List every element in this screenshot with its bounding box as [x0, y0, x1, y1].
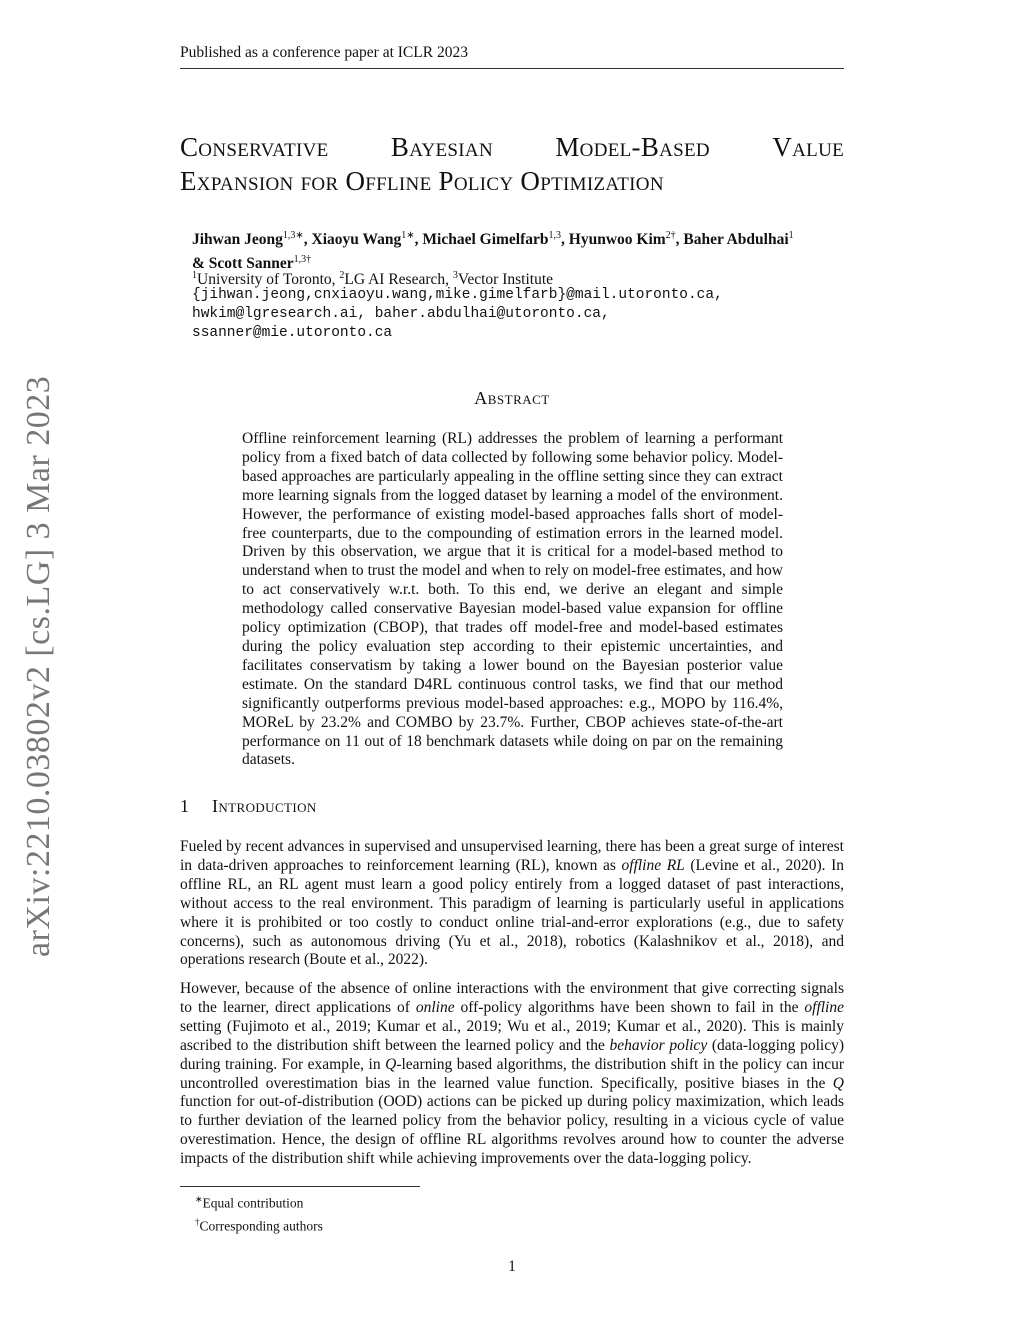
- intro-paragraph-2: However, because of the absence of online interactions with the environment that give correcting signals to the learner, direct applications of online off-policy algorithms have been shown to fail in the offline setting (Fujimoto et al., 2019; Kumar et al., 2019; Wu et al., 2019; Kumar et al., 2020). This is mainly ascribed to the distribution shift between the learned policy and the behavior policy (data-logging policy) during training. For example, in Q-learning based algorithms, the distribution shift in the policy can incur uncontrolled overestimation bias in the learned value function. Specifically, positive biases in the Q function for out-of-distribution (OOD) actions can be picked up during policy maximization, which leads to further deviation of the learned policy from the behavior policy, resulting in a vicious cycle of value overestimation. Hence, the design of offline RL algorithms revolves around how to counter the adverse impacts of the distribution shift while achieving improvements over the data-logging policy.: [180, 980, 844, 1168]
- author-name: Jihwan Jeong: [192, 231, 283, 249]
- email-line[interactable]: {jihwan.jeong,cnxiaoyu.wang,mike.gimelfarb}@mail.utoronto.ca,: [192, 287, 723, 303]
- arxiv-id[interactable]: arXiv:2210.03802v2 [cs.LG] 3 Mar 2023: [20, 375, 57, 957]
- email-line[interactable]: ssanner@mie.utoronto.ca: [192, 325, 393, 341]
- author-name: Michael Gimelfarb: [422, 231, 549, 249]
- title-word: Value: [772, 132, 844, 162]
- title-word: Model-Based: [555, 132, 710, 162]
- footnote-equal-contribution: ∗Equal contribution: [195, 1194, 304, 1211]
- section-title: Introduction: [212, 796, 317, 816]
- section-number: 1: [180, 796, 190, 816]
- title-word: Bayesian: [390, 132, 493, 162]
- section-heading: [180, 796, 317, 817]
- running-header: Published as a conference paper at ICLR 2023: [180, 44, 844, 69]
- affiliations: $^1$University of Toronto, $^2$LG AI Research, $^3$Vector Institute: [192, 270, 554, 289]
- title-line-2: Expansion for Offline Policy Optimization: [180, 166, 664, 196]
- abstract-body: Offline reinforcement learning (RL) addresses the problem of learning a performant policy from a fixed batch of data collected by following some behavior policy. Model-based approaches are particularly appealing in the offline setting since they can extract more learning signals from the logged dataset by learning a model of the environment. However, the performance of existing model-based approaches falls short of model-free counterparts, due to the compounding of estimation errors in the learned model. Driven by this observation, we argue that it is critical for a model-based method to understand when to trust the model and when to rely on model-free estimates, and how to act conservatively w.r.t. both. To this end, we derive an elegant and simple methodology called conservative Bayesian model-based value expansion for offline policy optimization (CBOP), that trades off model-free and model-based estimates during the policy evaluation step according to their epistemic uncertainties, and facilitates conservatism by taking a lower bound on the Bayesian posterior value estimate. On the standard D4RL continuous control tasks, we find that our method significantly outperforms previous model-based approaches: e.g., MOPO by 116.4%, MOReL by 23.2% and COMBO by 23.7%. Further, CBOP achieves state-of-the-art performance on 11 out of 18 benchmark datasets while doing on par on the remaining datasets.: [242, 430, 783, 769]
- footnote-divider: [180, 1186, 420, 1187]
- abstract-heading: Abstract: [474, 388, 550, 408]
- title-word: Conservative: [180, 132, 329, 162]
- author-list: Jihwan Jeong$^{1,3∗}$, Xiaoyu Wang$^{1∗}$, Michael Gimelfarb$^{1,3}$, Hyunwoo Kim$^{2\dagger}$, Baher Abdulhai$^1$ & Scott Sanner$^{1,3\dagger}$: [192, 230, 794, 273]
- email-line[interactable]: hwkim@lgresearch.ai, baher.abdulhai@utoronto.ca,: [192, 306, 610, 322]
- arxiv-watermark: [10, 360, 60, 960]
- author-name: Scott Sanner: [208, 255, 294, 273]
- intro-paragraph-1: Fueled by recent advances in supervised and unsupervised learning, there has been a great surge of interest in data-driven approaches to reinforcement learning (RL), known as offline RL (Levine et al., 2020). In offline RL, an RL agent must learn a good policy entirely from a logged dataset of past interactions, without access to the real environment. This paradigm of learning is particularly useful in applications where it is prohibited or too costly to conduct online trial-and-error explorations (e.g., due to safety concerns), such as autonomous driving (Yu et al., 2018), robotics (Kalashnikov et al., 2018), and operations research (Boute et al., 2022).: [180, 838, 845, 969]
- author-name: Hyunwoo Kim: [568, 231, 666, 249]
- paper-title: [180, 130, 844, 198]
- author-name: Baher Abdulhai: [683, 231, 789, 249]
- title-line-1: [180, 130, 844, 164]
- author-emails: [192, 286, 832, 343]
- author-name: Xiaoyu Wang: [311, 231, 402, 249]
- footnote-corresponding: †Corresponding authors: [195, 1216, 323, 1233]
- footnotes: [195, 1190, 595, 1235]
- page-number: 1: [508, 1258, 516, 1275]
